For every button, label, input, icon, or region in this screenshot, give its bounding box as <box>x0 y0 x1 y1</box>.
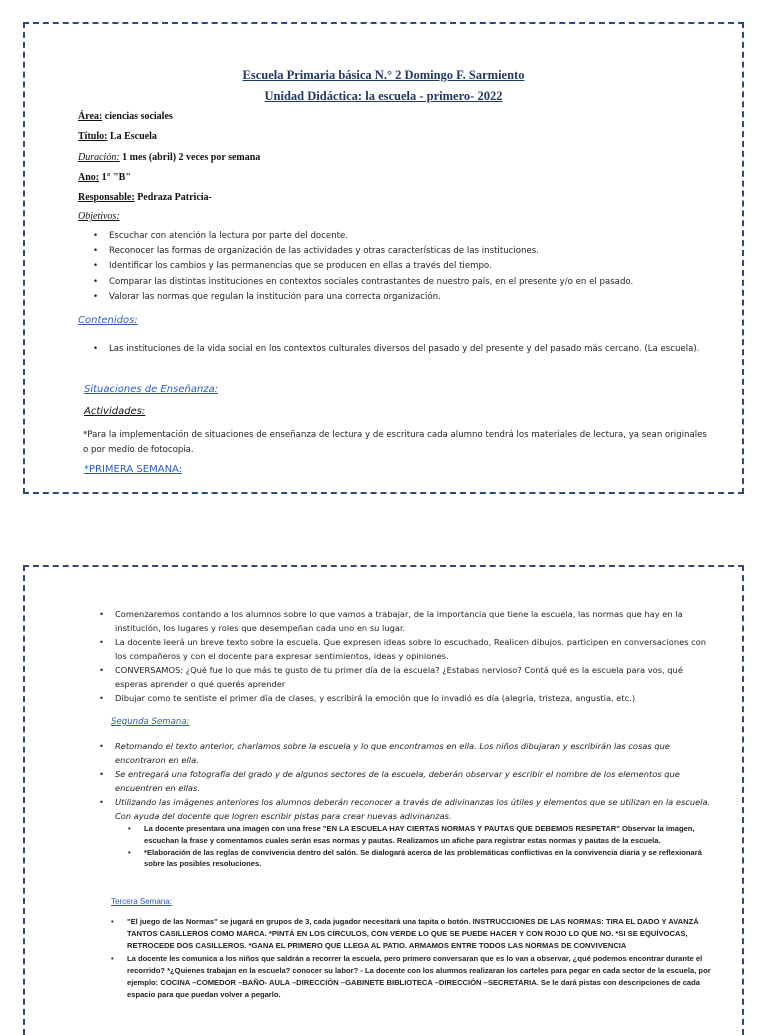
list-item: • Valorar las normas que regulan la institución para una correcta organización. <box>87 290 717 305</box>
list-item: • Utilizando las imágenes anteriores los alumnos deberán reconocer a través de adivinanzas los útiles y elementos que se utilizan en la escuela. Con ayuda del docente que logren escribir pistas para crear nuevas adivinanzas. <box>93 795 713 823</box>
contenidos-heading: Contenidos: <box>78 315 138 326</box>
field-ano: Ano: 1° "B" <box>78 172 131 183</box>
school-title: Escuela Primaria básica N.° 2 Domingo F. Sarmiento <box>242 68 525 82</box>
list-item: • Retomando el texto anterior, charlamos sobre la escuela y lo que encontramos en ella. Los niños dibujaran y escribirán las cosas que encontraron en ella. <box>93 739 713 767</box>
field-area: Área: ciencias sociales <box>78 111 173 122</box>
segunda-semana-list <box>93 739 713 823</box>
tercera-semana-heading: Tercera Semana: <box>111 897 172 906</box>
list-item: • La docente presentara una imagen con una frese "EN LA ESCUELA HAY CIERTAS NORMAS Y PAUTAS QUE DEBEMOS RESPETAR" Observar la imagen, escuchan la frase y comentamos cuales serán esas normas y pautas. Realizamos un afiche para registrar estas normas y pautas de la escuela. <box>122 823 722 847</box>
list-item: • Comparar las distintas instituciones en contextos sociales contrastantes de nuestro país, en el presente y/o en el pasado. <box>87 275 717 290</box>
list-item: • La docente leerá un breve texto sobre la escuela. Que expresen ideas sobre lo escuchado, Realicen dibujos. participen en conversaciones con los compañeros y con el docente para expresar sentimientos, ideas y opiniones. <box>93 635 713 663</box>
list-item: • *Elaboración de las reglas de convivencia dentro del salón. Se dialogará acerca de las problemáticas conflictivas en la convivencia diaria y se reflexionará sobre las posibles resoluciones. <box>122 847 722 871</box>
actividades-heading: Actividades: <box>84 406 146 417</box>
list-item: • Escuchar con atención la lectura por parte del docente. <box>87 229 717 244</box>
list-item: • La docente les comunica a los niños que saldrán a recorrer la escuela, pero primero conversaran que es lo van a observar, ¿qué podemos encontrar durante el recorrido? *¿Quienes trabajan en la escuela? conocer su labor? - La docente con los alumnos realizaran los carteles para pegar en cada sector de la escuela, por ejemplo: COCINA –COMEDOR –BAÑO- AULA –DIRECCIÓN –GABINETE BIBLIOTECA –DIRECCIÓN –SECRETARIA. Se le dará pistas con descripciones de cada espacio para que puedan volver a pegarlo. <box>105 953 725 1002</box>
document-page-2 <box>23 565 744 1035</box>
unit-title: Unidad Didáctica: la escuela - primero- 2022 <box>264 89 503 103</box>
list-item: • Dibujar como te sentiste el primer día de clases, y escribirá la emoción que lo invadió es día (alegría, tristeza, angustia, etc.) <box>93 691 713 705</box>
list-item: • Reconocer las formas de organización de las actividades y otras características de las instituciones. <box>87 244 717 259</box>
objetivos-heading: Objetivos: <box>78 211 120 222</box>
list-item: • Las instituciones de la vida social en los contextos culturales diversos del pasado y del presente y del pasado más cercano. (La escuela). <box>87 342 717 357</box>
list-item: • CONVERSAMOS: ¿Qué fue lo que más te gusto de tu primer día de la escuela? ¿Estabas nervioso? Contá qué es la escuela para vos, qué esperas aprender o qué querés aprender <box>93 663 713 691</box>
actividades-text: *Para la implementación de situaciones de enseñanza de lectura y de escritura cada alumno tendrá los materiales de lectura, ya sean originales o por medio de fotocopia. <box>83 430 707 455</box>
field-duracion: Duración: 1 mes (abril) 2 veces por semana <box>78 152 261 163</box>
situaciones-heading: Situaciones de Enseñanza: <box>84 384 219 395</box>
objetivos-list <box>87 229 717 305</box>
primera-semana-heading: *PRIMERA SEMANA: <box>84 464 183 475</box>
segunda-semana-heading: Segunda Semana: <box>111 717 190 727</box>
segunda-semana-bold-list <box>122 823 722 870</box>
list-item: • Identificar los cambios y las permanencias que se producen en ellas a través del tiempo. <box>87 259 717 274</box>
contenidos-list <box>87 342 717 357</box>
field-titulo: Título: La Escuela <box>78 131 157 142</box>
document-page-1 <box>23 22 744 494</box>
tercera-semana-list <box>105 916 725 1001</box>
list-item: • Comenzaremos contando a los alumnos sobre lo que vamos a trabajar, de la importancia que tiene la escuela, las normas que hay en la institución, los lugares y roles que desempeñan cada uno en su lugar. <box>93 607 713 635</box>
list-item: • "El juego de las Normas" se jugará en grupos de 3, cada jugador necesitará una tapita o botón. INSTRUCCIONES DE LAS NORMAS: TIRA EL DADO Y AVANZÁ TANTOS CASILLEROS COMO MARCA. *PINTÁ EN LOS CÍRCULOS, CON VERDE LO QUE SE PUEDE HACER Y CON ROJO LO QUE NO. *SI SE EQUÍVOCAS, RETROCEDE DOS CASILLEROS. *GANA EL PRIMERO QUE LLEGA AL PATIO. ARMAMOS ENTRE TODOS LAS NORMAS DE CONVIVENCIA <box>105 916 725 953</box>
list-item: • Se entregará una fotografía del grado y de algunos sectores de la escuela, deberán observar y escribir el nombre de los elementos que encuentren en ellas. <box>93 767 713 795</box>
field-responsable: Responsable: Pedraza Patricia- <box>78 192 212 203</box>
primera-semana-list <box>93 607 713 705</box>
